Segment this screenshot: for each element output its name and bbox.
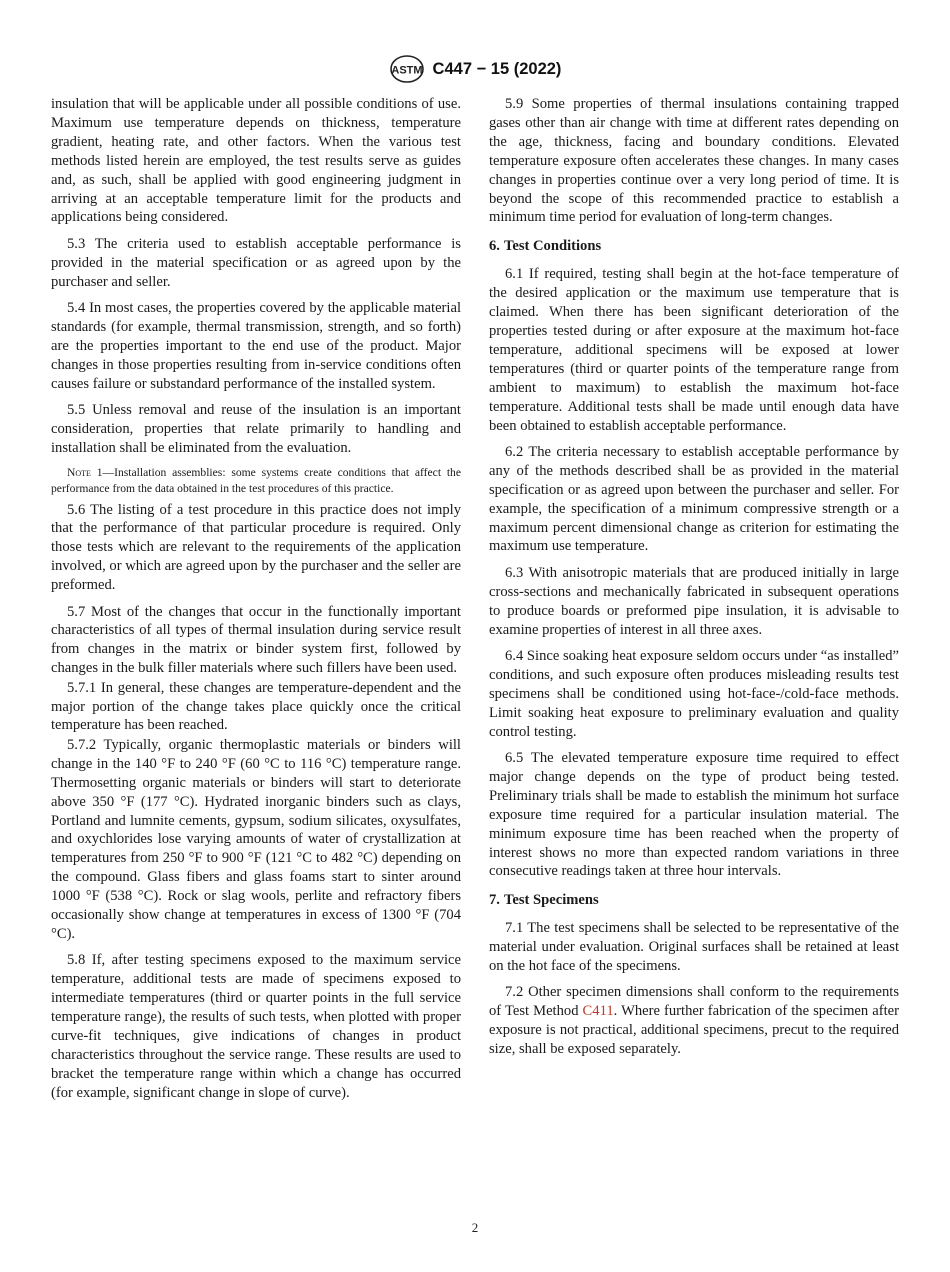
paragraph-5-7-1: 5.7.1 In general, these changes are temperature-dependent and the major portion of the change takes place quickly once the critical temperature has been reached. <box>51 679 461 734</box>
section-7-heading <box>489 891 899 910</box>
paragraph-5-7: 5.7 Most of the changes that occur in the functionally important characteristics of all types of thermal insulation during service result from changes in the matrix or binder system first, followed by changes in the bulk filler materials where such fillers have been used. <box>51 603 461 677</box>
paragraph-6-2: 6.2 The criteria necessary to establish acceptable performance by any of the methods described shall be as provided in the material specification or as agreed upon between the purchaser and seller. For example, the specification of a minimum compressive strength or a maximum percent dimensional change as criterion for estimating the maximum use temperature. <box>489 443 899 555</box>
paragraph-6-4: 6.4 Since soaking heat exposure seldom occurs under “as installed” conditions, and such exposure often produces misleading results test specimens shall be conditioned using hot-face-/cold-face methods. Limit soaking heat exposure to preliminary evaluation and quality control testing. <box>489 647 899 740</box>
paragraph-5-6: 5.6 The listing of a test procedure in this practice does not imply that the performance of that particular procedure is required. Only those tests which are relevant to the requirements of the application involved, or which are agreed upon by the purchaser and the seller are preformed. <box>51 501 461 594</box>
paragraph-5-8: 5.8 If, after testing specimens exposed to the maximum service temperature, additional tests are made of specimens exposed to intermediate temperatures (third or quarter points in the full service temperature range), the results of such tests, when plotted with proper curve-fit techniques, give indications of changes in product characteristics throughout the service range. These results are used to bracket the temperature range within which a change has occurred (for example, significant change in slope of curve). <box>51 952 461 1101</box>
left-column <box>51 95 461 1110</box>
page-number: 2 <box>471 1220 479 1235</box>
document-id: C447 − 15 (2022) <box>432 59 562 78</box>
paragraph-6-3: 6.3 With anisotropic materials that are produced initially in large cross-sections and mechanically fabricated in subsequent operations to produce boards or preformed pipe insulation, it is advisable to examine properties of interest in all three axes. <box>489 564 899 638</box>
paragraph-5-7-2: 5.7.2 Typically, organic thermoplastic materials or binders will change in the 140 °F to 240 °F (60 °C to 116 °C) temperature range. Thermosetting organic materials or binders will start to deteriorate above 350 °F (177 °C). Hydrated inorganic binders such as clays, Portland and lumnite cements, gypsum, sodium silicates, oxysulfates, and oxychlorides lose varying amounts of water of crystallization at temperatures from 250 °F to 900 °F (121 °C to 482 °C) depending on the compound. Glass fibers and glass foams start to sinter around 1000 °F (538 °C). Rock or slag wools, perlite and refractory fibers occasionally show change at temperatures in excess of 1300 °F (704 °C). <box>51 736 461 942</box>
paragraph-continued: insulation that will be applicable under all possible conditions of use. Maximum use temperature depends on thickness, temperature gradient, heating rate, and other factors. When the various test methods listed herein are employed, the test results serve as guides and, as such, shall be applied with good engineering judgment in arriving at an acceptable temperature limit for the products and applications being considered. <box>51 96 461 226</box>
paragraph-5-3: 5.3 The criteria used to establish acceptable performance is provided in the material specification or as agreed upon by the purchaser and seller. <box>51 235 461 290</box>
section-6-number: 6. <box>489 238 500 255</box>
astm-logo-icon <box>389 54 425 84</box>
section-6-heading <box>489 237 899 256</box>
paragraph-7-1: 7.1 The test specimens shall be selected to be representative of the material under evaluation. Original surfaces shall be retained at least on the hot face of the specimens. <box>489 920 899 975</box>
note-1 <box>51 465 461 496</box>
section-7-number: 7. <box>489 892 500 909</box>
header-inner <box>389 54 562 84</box>
section-7-title: Test Specimens <box>503 892 599 909</box>
c411-link[interactable]: C411 <box>582 1003 614 1020</box>
note-text: —Installation assemblies: some systems create conditions that affect the performance from the data obtained in the test procedures of this practice. <box>51 466 461 495</box>
paragraph-5-4: 5.4 In most cases, the properties covered by the applicable material standards (for example, thermal transmission, strength, and so forth) are the properties important to the end use of the product. Major changes in those properties resulting from in-service conditions often causes failure or substandard performance of the installed system. <box>51 300 461 392</box>
note-label: Note 1 <box>67 466 103 480</box>
page-header <box>0 52 950 86</box>
paragraph-7-2 <box>489 983 899 1059</box>
paragraph-7-2-text: 7.2 Other specimen dimensions shall conform to the requirements of Test Method <box>489 984 899 1020</box>
paragraph-5-5: 5.5 Unless removal and reuse of the insulation is an important consideration, properties that relate primarily to handling and installation shall be eliminated from the evaluation. <box>51 402 461 456</box>
paragraph-7-2-text-end: . Where further fabrication of the specimen after exposure is not practical, additional specimens, precut to the required size, shall be exposed separately. <box>489 1003 899 1058</box>
paragraph-6-1: 6.1 If required, testing shall begin at the hot-face temperature of the desired application or the maximum use temperature that is claimed. When there has been significant deterioration of the properties tested during or after exposure at the maximum hot-face temperature, additional specimens will be exposed at lower temperatures (third or quarter points of the temperature range from ambient to maximum) to establish the maximum hot-face temperature. Additional tests shall be made until enough data have been obtained to establish acceptable performance. <box>489 266 899 434</box>
section-6-title: Test Conditions <box>503 238 602 255</box>
logo-text: ASTM <box>390 64 423 77</box>
paragraph-5-9: 5.9 Some properties of thermal insulations containing trapped gases other than air change with time at different rates depending on the age, thickness, facing and boundary conditions. Elevated temperature exposure often accelerates these changes. In many cases changes in properties continue over a very long period of time. It is beyond the scope of this recommended practice to establish a minimum time period for evaluation of long-term changes. <box>489 96 899 226</box>
right-column <box>489 95 899 1067</box>
paragraph-6-5: 6.5 The elevated temperature exposure time required to effect major change depends on the type of product being tested. Preliminary trials shall be made to establish the minimum hot surface exposure time required for a particular insulation material. The minimum exposure time has been reached when the property of interest shows no more than expected random variations in three consecutive readings taken at three hour intervals. <box>489 750 899 880</box>
